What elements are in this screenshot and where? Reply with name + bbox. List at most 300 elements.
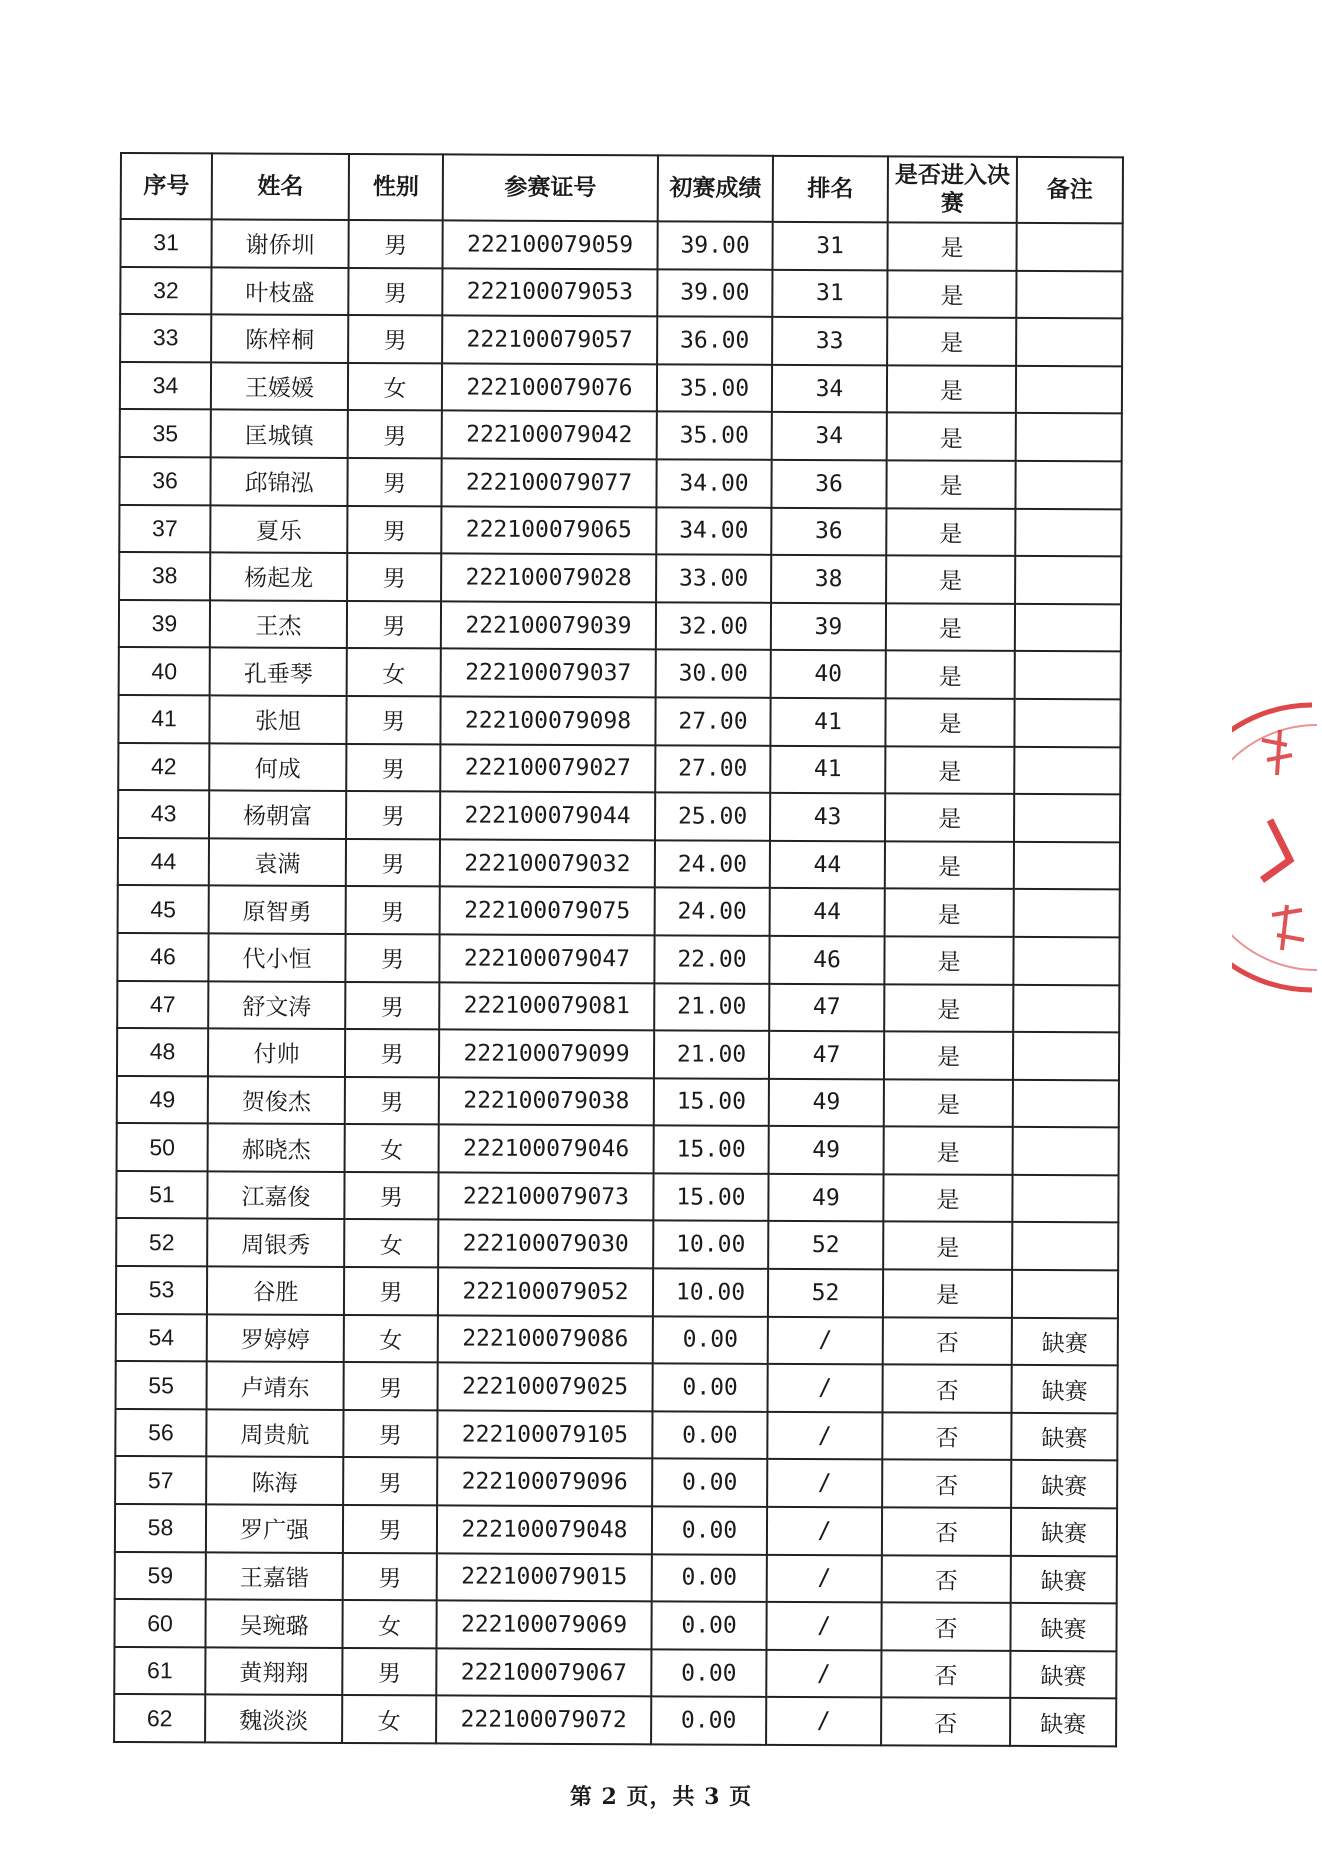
table-row — [117, 1123, 1119, 1175]
cell-index: 31 — [120, 219, 211, 267]
cell-prelim-score: 0.00 — [652, 1506, 767, 1554]
cell-rank: 46 — [769, 936, 884, 984]
cell-entry-id: 222100079096 — [437, 1458, 652, 1507]
table-row — [116, 1314, 1118, 1366]
cell-remarks: 缺赛 — [1010, 1603, 1116, 1651]
header-rank: 排名 — [773, 156, 888, 223]
cell-name: 罗广强 — [206, 1504, 343, 1552]
cell-prelim-score: 0.00 — [652, 1554, 767, 1602]
cell-entry-id: 222100079044 — [440, 792, 655, 841]
cell-finals-qualified: 否 — [883, 1365, 1012, 1413]
cell-finals-qualified: 否 — [882, 1507, 1011, 1555]
cell-prelim-score: 32.00 — [656, 602, 771, 650]
cell-entry-id: 222100079042 — [442, 411, 657, 460]
cell-name: 杨朝富 — [209, 791, 346, 839]
cell-rank: 31 — [772, 269, 887, 317]
cell-gender: 男 — [346, 886, 440, 934]
cell-gender: 男 — [348, 315, 442, 363]
header-name: 姓名 — [212, 153, 349, 220]
cell-index: 38 — [119, 552, 210, 600]
cell-gender: 男 — [345, 981, 439, 1029]
cell-index: 48 — [117, 1028, 208, 1076]
cell-rank: 49 — [769, 1126, 884, 1174]
cell-finals-qualified: 是 — [884, 984, 1013, 1032]
cell-name: 舒文涛 — [208, 981, 345, 1029]
cell-index: 56 — [115, 1409, 206, 1457]
cell-rank: 38 — [771, 555, 886, 603]
cell-gender: 女 — [342, 1600, 436, 1648]
cell-remarks — [1013, 1032, 1119, 1080]
cell-name: 王媛媛 — [211, 362, 348, 410]
cell-finals-qualified: 是 — [884, 936, 1013, 984]
cell-remarks: 缺赛 — [1010, 1698, 1116, 1746]
cell-name: 陈梓桐 — [211, 315, 348, 363]
cell-prelim-score: 0.00 — [651, 1649, 766, 1697]
cell-remarks — [1012, 1270, 1118, 1318]
cell-index: 57 — [115, 1456, 206, 1504]
results-table — [113, 152, 1124, 1747]
cell-name: 袁满 — [209, 838, 346, 886]
cell-remarks — [1016, 223, 1122, 271]
cell-rank: / — [766, 1602, 881, 1650]
cell-remarks — [1016, 271, 1122, 319]
cell-name: 叶枝盛 — [211, 267, 348, 315]
cell-prelim-score: 15.00 — [653, 1173, 768, 1221]
cell-index: 61 — [114, 1647, 205, 1695]
cell-remarks — [1015, 604, 1121, 652]
cell-name: 王嘉锴 — [206, 1552, 343, 1600]
cell-gender: 男 — [344, 1362, 438, 1410]
table-row — [117, 1028, 1119, 1080]
cell-finals-qualified: 是 — [885, 889, 1014, 937]
cell-name: 张旭 — [209, 695, 346, 743]
cell-entry-id: 222100079086 — [438, 1315, 653, 1364]
cell-index: 33 — [120, 314, 211, 362]
header-finals-qualified: 是否进入决赛 — [888, 156, 1017, 223]
cell-finals-qualified: 是 — [887, 222, 1016, 270]
cell-entry-id: 222100079052 — [438, 1267, 653, 1316]
cell-index: 47 — [117, 980, 208, 1028]
cell-rank: / — [767, 1507, 882, 1555]
cell-prelim-score: 39.00 — [657, 221, 772, 269]
cell-index: 60 — [114, 1599, 205, 1647]
cell-remarks — [1014, 746, 1120, 794]
cell-gender: 男 — [347, 506, 441, 554]
cell-remarks — [1014, 794, 1120, 842]
cell-gender: 女 — [347, 648, 441, 696]
cell-gender: 女 — [342, 1695, 436, 1743]
table-row — [114, 1599, 1116, 1651]
cell-rank: 31 — [772, 222, 887, 270]
cell-rank: 44 — [770, 841, 885, 889]
table-row — [119, 505, 1121, 557]
cell-gender: 男 — [347, 553, 441, 601]
table-row — [114, 1647, 1116, 1699]
cell-rank: 44 — [770, 888, 885, 936]
cell-entry-id: 222100079032 — [440, 839, 655, 888]
cell-remarks: 缺赛 — [1011, 1508, 1117, 1556]
header-gender: 性别 — [349, 154, 443, 220]
cell-entry-id: 222100079077 — [441, 458, 656, 507]
cell-finals-qualified: 是 — [887, 318, 1016, 366]
cell-finals-qualified: 是 — [887, 413, 1016, 461]
cell-gender: 男 — [343, 1505, 437, 1553]
cell-entry-id: 222100079038 — [439, 1077, 654, 1126]
cell-remarks — [1013, 1080, 1119, 1128]
cell-gender: 男 — [343, 1457, 437, 1505]
cell-prelim-score: 34.00 — [656, 507, 771, 555]
cell-name: 陈海 — [206, 1457, 343, 1505]
cell-remarks — [1014, 842, 1120, 890]
cell-index: 34 — [120, 362, 211, 410]
cell-prelim-score: 15.00 — [654, 1126, 769, 1174]
cell-rank: / — [766, 1697, 881, 1745]
cell-remarks: 缺赛 — [1011, 1413, 1117, 1461]
cell-remarks: 缺赛 — [1011, 1556, 1117, 1604]
cell-name: 杨起龙 — [210, 553, 347, 601]
cell-entry-id: 222100079081 — [439, 982, 654, 1031]
cell-name: 原智勇 — [209, 886, 346, 934]
cell-finals-qualified: 是 — [887, 270, 1016, 318]
cell-index: 32 — [120, 267, 211, 315]
cell-remarks — [1013, 937, 1119, 985]
cell-entry-id: 222100079027 — [440, 744, 655, 793]
cell-name: 吴琬璐 — [205, 1600, 342, 1648]
cell-gender: 男 — [347, 601, 441, 649]
cell-remarks — [1012, 1175, 1118, 1223]
cell-entry-id: 222100079065 — [441, 506, 656, 555]
cell-finals-qualified: 否 — [881, 1698, 1010, 1746]
cell-finals-qualified: 是 — [885, 793, 1014, 841]
cell-finals-qualified: 否 — [881, 1650, 1010, 1698]
cell-finals-qualified: 是 — [884, 1079, 1013, 1127]
cell-prelim-score: 10.00 — [653, 1268, 768, 1316]
table-row — [118, 885, 1120, 937]
cell-index: 36 — [119, 457, 210, 505]
cell-index: 49 — [117, 1076, 208, 1124]
cell-prelim-score: 24.00 — [655, 840, 770, 888]
cell-remarks: 缺赛 — [1012, 1365, 1118, 1413]
cell-gender: 男 — [342, 1648, 436, 1696]
cell-entry-id: 222100079048 — [437, 1505, 652, 1554]
cell-prelim-score: 22.00 — [654, 935, 769, 983]
cell-index: 42 — [118, 743, 209, 791]
cell-prelim-score: 15.00 — [654, 1078, 769, 1126]
cell-remarks: 缺赛 — [1012, 1318, 1118, 1366]
table-body — [114, 219, 1123, 1746]
cell-gender: 男 — [347, 458, 441, 506]
cell-index: 53 — [116, 1266, 207, 1314]
cell-name: 江嘉俊 — [207, 1171, 344, 1219]
cell-index: 45 — [118, 885, 209, 933]
cell-name: 孔垂琴 — [210, 648, 347, 696]
cell-finals-qualified: 否 — [882, 1412, 1011, 1460]
cell-finals-qualified: 是 — [885, 698, 1014, 746]
cell-remarks — [1014, 699, 1120, 747]
cell-index: 59 — [115, 1552, 206, 1600]
cell-finals-qualified: 是 — [884, 1127, 1013, 1175]
cell-gender: 女 — [344, 1219, 438, 1267]
cell-name: 夏乐 — [210, 505, 347, 553]
cell-gender: 男 — [345, 1029, 439, 1077]
cell-index: 50 — [117, 1123, 208, 1171]
cell-gender: 男 — [346, 791, 440, 839]
cell-finals-qualified: 是 — [885, 841, 1014, 889]
cell-prelim-score: 27.00 — [655, 697, 770, 745]
cell-finals-qualified: 是 — [883, 1269, 1012, 1317]
cell-rank: / — [766, 1650, 881, 1698]
cell-rank: 36 — [771, 460, 886, 508]
cell-prelim-score: 0.00 — [651, 1697, 766, 1745]
cell-entry-id: 222100079057 — [442, 316, 657, 365]
cell-finals-qualified: 否 — [881, 1603, 1010, 1651]
table-row — [115, 1409, 1117, 1461]
table-row — [117, 933, 1119, 985]
cell-finals-qualified: 是 — [886, 556, 1015, 604]
table-row — [118, 695, 1120, 747]
cell-rank: 52 — [768, 1269, 883, 1317]
cell-prelim-score: 35.00 — [657, 364, 772, 412]
cell-name: 郝晓杰 — [208, 1124, 345, 1172]
cell-name: 周贵航 — [206, 1409, 343, 1457]
cell-index: 55 — [116, 1361, 207, 1409]
cell-finals-qualified: 是 — [886, 508, 1015, 556]
cell-prelim-score: 0.00 — [653, 1364, 768, 1412]
table-row — [120, 314, 1122, 366]
cell-name: 匡城镇 — [211, 410, 348, 458]
cell-entry-id: 222100079076 — [442, 363, 657, 412]
cell-gender: 男 — [346, 744, 440, 792]
cell-entry-id: 222100079047 — [439, 934, 654, 983]
table-row — [119, 552, 1121, 604]
cell-prelim-score: 0.00 — [653, 1316, 768, 1364]
cell-name: 魏淡淡 — [205, 1695, 342, 1743]
table-row — [118, 838, 1120, 890]
cell-prelim-score: 0.00 — [652, 1459, 767, 1507]
cell-index: 40 — [119, 647, 210, 695]
cell-name: 付帅 — [208, 1028, 345, 1076]
cell-entry-id: 222100079059 — [442, 220, 657, 269]
cell-prelim-score: 39.00 — [657, 269, 772, 317]
cell-finals-qualified: 否 — [882, 1555, 1011, 1603]
cell-entry-id: 222100079015 — [437, 1553, 652, 1602]
cell-index: 58 — [115, 1504, 206, 1552]
cell-index: 52 — [116, 1218, 207, 1266]
cell-gender: 男 — [344, 1172, 438, 1220]
cell-name: 谷胜 — [207, 1266, 344, 1314]
cell-prelim-score: 0.00 — [651, 1602, 766, 1650]
cell-name: 邱锦泓 — [210, 457, 347, 505]
cell-remarks: 缺赛 — [1011, 1460, 1117, 1508]
table-row — [118, 743, 1120, 795]
cell-rank: 34 — [772, 365, 887, 413]
cell-finals-qualified: 否 — [882, 1460, 1011, 1508]
cell-remarks — [1016, 366, 1122, 414]
table-row — [120, 362, 1122, 414]
table-row — [117, 1076, 1119, 1128]
cell-entry-id: 222100079099 — [439, 1029, 654, 1078]
cell-entry-id: 222100079069 — [436, 1601, 651, 1650]
cell-gender: 女 — [344, 1315, 438, 1363]
cell-rank: 47 — [769, 983, 884, 1031]
cell-gender: 男 — [345, 1077, 439, 1125]
cell-name: 何成 — [209, 743, 346, 791]
table-row — [120, 219, 1122, 271]
cell-remarks — [1015, 508, 1121, 556]
page-number-footer: 第 2 页，共 3 页 — [569, 1784, 753, 1810]
cell-remarks — [1012, 1222, 1118, 1270]
cell-finals-qualified: 是 — [884, 1031, 1013, 1079]
table-row — [116, 1171, 1118, 1223]
cell-rank: / — [767, 1554, 882, 1602]
table-row — [117, 980, 1119, 1032]
cell-rank: 43 — [770, 793, 885, 841]
cell-entry-id: 222100079075 — [440, 887, 655, 936]
cell-entry-id: 222100079098 — [440, 696, 655, 745]
table-row — [115, 1552, 1117, 1604]
table-row — [119, 600, 1121, 652]
cell-index: 39 — [119, 600, 210, 648]
cell-prelim-score: 34.00 — [656, 459, 771, 507]
cell-remarks: 缺赛 — [1010, 1651, 1116, 1699]
cell-rank: 49 — [769, 1079, 884, 1127]
cell-finals-qualified: 是 — [887, 365, 1016, 413]
table-row — [116, 1218, 1118, 1270]
cell-prelim-score: 36.00 — [657, 317, 772, 365]
header-remarks: 备注 — [1017, 157, 1123, 223]
cell-prelim-score: 35.00 — [657, 412, 772, 460]
cell-index: 35 — [120, 409, 211, 457]
cell-finals-qualified: 是 — [883, 1174, 1012, 1222]
table-row — [120, 409, 1122, 461]
cell-rank: 34 — [772, 412, 887, 460]
cell-name: 代小恒 — [208, 933, 345, 981]
cell-gender: 男 — [348, 220, 442, 268]
cell-rank: 33 — [772, 317, 887, 365]
cell-finals-qualified: 否 — [883, 1317, 1012, 1365]
cell-remarks — [1014, 889, 1120, 937]
table-row — [116, 1361, 1118, 1413]
cell-name: 卢靖东 — [207, 1362, 344, 1410]
cell-entry-id: 222100079073 — [438, 1172, 653, 1221]
cell-index: 51 — [116, 1171, 207, 1219]
cell-name: 贺俊杰 — [208, 1076, 345, 1124]
cell-gender: 男 — [346, 696, 440, 744]
cell-remarks — [1015, 651, 1121, 699]
cell-gender: 男 — [343, 1410, 437, 1458]
cell-index: 41 — [118, 695, 209, 743]
cell-index: 43 — [118, 790, 209, 838]
cell-rank: 39 — [771, 603, 886, 651]
cell-name: 谢侨圳 — [211, 219, 348, 267]
cell-rank: / — [768, 1316, 883, 1364]
table-row — [115, 1456, 1117, 1508]
cell-entry-id: 222100079105 — [437, 1410, 652, 1459]
cell-remarks — [1015, 556, 1121, 604]
cell-rank: 40 — [771, 650, 886, 698]
cell-prelim-score: 21.00 — [654, 1030, 769, 1078]
cell-gender: 男 — [348, 410, 442, 458]
cell-gender: 男 — [343, 1553, 437, 1601]
cell-finals-qualified: 是 — [885, 746, 1014, 794]
cell-prelim-score: 24.00 — [655, 888, 770, 936]
cell-gender: 男 — [346, 839, 440, 887]
cell-rank: / — [767, 1412, 882, 1460]
header-entry-id: 参赛证号 — [443, 154, 658, 221]
table-row — [120, 267, 1122, 319]
cell-remarks — [1016, 318, 1122, 366]
cell-entry-id: 222100079030 — [438, 1220, 653, 1269]
official-seal-stamp — [1232, 700, 1322, 1000]
cell-rank: 36 — [771, 507, 886, 555]
table-row — [119, 457, 1121, 509]
cell-name: 周银秀 — [207, 1219, 344, 1267]
table-row — [118, 790, 1120, 842]
cell-rank: 41 — [770, 698, 885, 746]
cell-finals-qualified: 是 — [886, 603, 1015, 651]
cell-index: 37 — [119, 505, 210, 553]
cell-prelim-score: 21.00 — [654, 983, 769, 1031]
cell-name: 罗婷婷 — [207, 1314, 344, 1362]
cell-remarks — [1016, 413, 1122, 461]
cell-finals-qualified: 是 — [886, 651, 1015, 699]
cell-index: 44 — [118, 838, 209, 886]
cell-rank: 47 — [769, 1031, 884, 1079]
header-prelim-score: 初赛成绩 — [658, 155, 773, 222]
cell-finals-qualified: 是 — [883, 1222, 1012, 1270]
cell-index: 54 — [116, 1314, 207, 1362]
cell-remarks — [1013, 984, 1119, 1032]
table-row — [119, 647, 1121, 699]
cell-prelim-score: 33.00 — [656, 554, 771, 602]
cell-rank: 49 — [768, 1174, 883, 1222]
cell-prelim-score: 25.00 — [655, 792, 770, 840]
cell-entry-id: 222100079053 — [442, 268, 657, 317]
cell-prelim-score: 10.00 — [653, 1221, 768, 1269]
cell-gender: 男 — [348, 268, 442, 316]
cell-entry-id: 222100079037 — [441, 649, 656, 698]
header-index: 序号 — [121, 153, 212, 219]
cell-entry-id: 222100079046 — [439, 1125, 654, 1174]
cell-rank: / — [767, 1459, 882, 1507]
cell-entry-id: 222100079072 — [436, 1696, 651, 1745]
table-header-row — [121, 153, 1123, 223]
cell-gender: 女 — [348, 363, 442, 411]
cell-gender: 男 — [345, 934, 439, 982]
cell-entry-id: 222100079067 — [436, 1648, 651, 1697]
cell-prelim-score: 30.00 — [656, 650, 771, 698]
cell-gender: 女 — [345, 1124, 439, 1172]
cell-remarks — [1015, 461, 1121, 509]
cell-name: 黄翔翔 — [205, 1647, 342, 1695]
cell-rank: 41 — [770, 745, 885, 793]
cell-rank: 52 — [768, 1221, 883, 1269]
cell-prelim-score: 0.00 — [652, 1411, 767, 1459]
table-row — [114, 1694, 1116, 1746]
cell-prelim-score: 27.00 — [655, 745, 770, 793]
cell-remarks — [1013, 1127, 1119, 1175]
table-row — [115, 1504, 1117, 1556]
cell-index: 62 — [114, 1694, 205, 1742]
cell-index: 46 — [117, 933, 208, 981]
table-row — [116, 1266, 1118, 1318]
cell-name: 王杰 — [210, 600, 347, 648]
cell-entry-id: 222100079028 — [441, 554, 656, 603]
cell-entry-id: 222100079039 — [441, 601, 656, 650]
cell-entry-id: 222100079025 — [438, 1363, 653, 1412]
cell-finals-qualified: 是 — [886, 460, 1015, 508]
cell-gender: 男 — [344, 1267, 438, 1315]
